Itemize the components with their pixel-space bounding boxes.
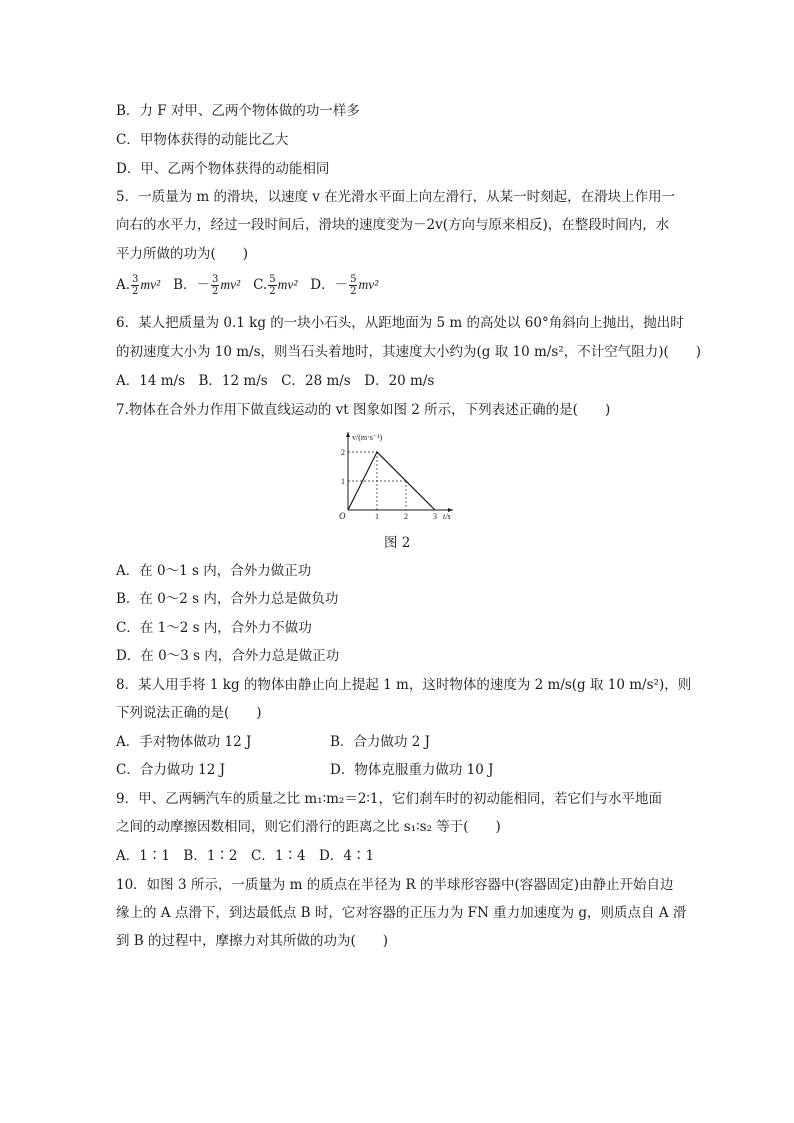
q4-option-d: D．甲、乙两个物体获得的动能相同 [116,161,330,177]
q9-options: A．1∶1 B．1∶2 C．1∶4 D．4∶1 [116,848,375,864]
q5-line-3: 平力所做的功为( ) [116,246,249,262]
q10-line-1: 10．如图 3 所示，一质量为 m 的质点在半径为 R 的半球形容器中(容器固定)由静止开始自边 [116,877,674,893]
q5-options [116,272,378,298]
q8-line-1: 8．某人用手将 1 kg 的物体由静止向上提起 1 m，这时物体的速度为 2 m/s(g 取 10 m/s²)，则 [116,677,692,693]
q8-option-d: D．物体克服重力做功 10 J [330,762,494,778]
q6-options: A．14 m/s B．12 m/s C．28 m/s D．20 m/s [116,373,435,389]
q8-option-b: B．合力做功 2 J [330,734,431,750]
origin-label: O [339,511,346,521]
q6-line-2: 的初速度大小为 10 m/s，则当石头着地时，其速度大小约为(g 取 10 m/s²，不计空气阻力)( ) [116,344,701,360]
q8-option-a: A．手对物体做功 12 J [116,734,252,750]
q4-option-c: C．甲物体获得的动能比乙大 [116,132,289,148]
q5-option-d: D．－ $\frac{5}{2}$ mv² [310,274,379,297]
q5-option-b: B．－ $\frac{3}{2}$ mv² [173,274,241,297]
q5-option-c: C. $\frac{5}{2}$ mv² [253,274,298,297]
y-axis-arrow [346,432,350,437]
y-tick-label: 2 [341,448,345,457]
q8-option-c: C．合力做功 12 J [116,762,226,778]
q5-line-1: 5．一质量为 m 的滑块，以速度 v 在光滑水平面上向左滑行，从某一时刻起，在滑块上作用一 [116,189,676,205]
y-tick-label: 1 [341,477,345,486]
q6-line-1: 6．某人把质量为 0.1 kg 的一块小石头，从距地面为 5 m 的高处以 60°角斜向上抛出，抛出时 [116,315,684,331]
q8-line-2: 下列说法正确的是( ) [116,705,262,721]
q7-line-1: 7.物体在合外力作用下做直线运动的 vt 图象如图 2 所示，下列表述正确的是( ) [116,402,611,418]
x-tick-label: 2 [404,512,408,521]
q7-option-a: A．在 0～1 s 内，合外力做正功 [116,563,312,579]
q9-line-1: 9．甲、乙两辆汽车的质量之比 m₁∶m₂＝2∶1，它们刹车时的初动能相同，若它们与水平地面 [116,791,663,807]
x-axis-label: t/s [443,512,451,521]
q4-option-b: B．力 F 对甲、乙两个物体做的功一样多 [116,103,360,119]
vt-graph [330,424,470,524]
q10-line-2: 缘上的 A 点滑下，到达最低点 B 时，它对容器的正压力为 FN 重力加速度为 g，则质点自 A 滑 [116,905,687,921]
q7-option-b: B．在 0～2 s 内，合外力总是做负功 [116,591,339,607]
q7-option-d: D．在 0～3 s 内，合外力总是做正功 [116,648,340,664]
q9-line-2: 之间的动摩擦因数相同，则它们滑行的距离之比 s₁∶s₂ 等于( ) [116,819,501,835]
q10-line-3: 到 B 的过程中，摩擦力对其所做的功为( ) [116,933,389,949]
x-tick-label: 3 [433,512,437,521]
y-axis-label: v/(m·s⁻¹) [352,433,383,442]
x-tick-label: 1 [375,512,379,521]
q5-option-a: A. $\frac{3}{2}$ mv² [116,274,161,297]
q5-line-2: 向右的水平力，经过一段时间后，滑块的速度变为－2v(方向与原来相反)，在整段时间内，水 [116,217,670,233]
q7-option-c: C．在 1～2 s 内，合外力不做功 [116,620,312,636]
figure-2-caption: 图 2 [384,535,411,551]
